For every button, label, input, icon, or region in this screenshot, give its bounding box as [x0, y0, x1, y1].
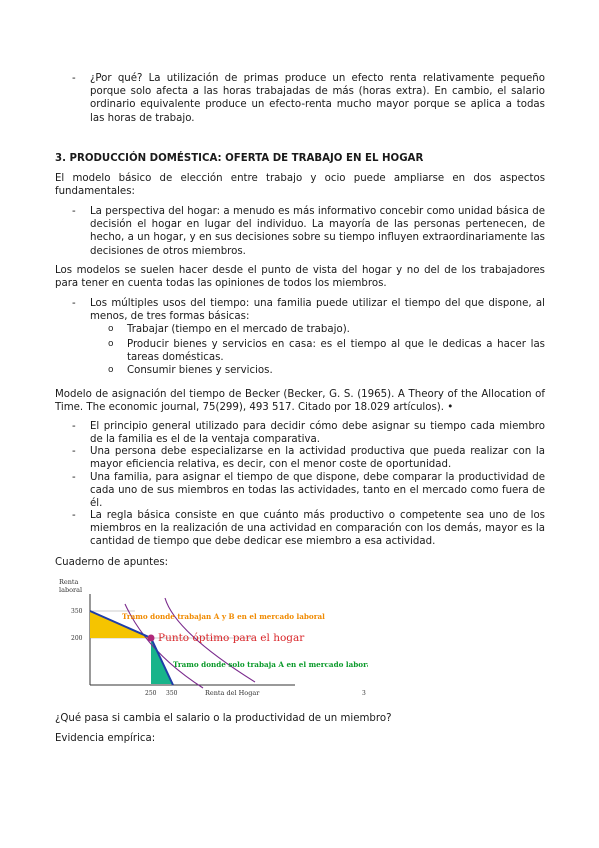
question-text: ¿Qué pasa si cambia el salario o la productividad de un miembro? [55, 713, 392, 724]
sub-bullet-marker: o [108, 339, 114, 349]
time-uses-bullet-text: Los múltiples usos del tiempo: una familia puede utilizar el tiempo del que dispone, al menos, de tres formas básicas: [90, 298, 545, 323]
y-tick-350: 350 [71, 608, 83, 615]
bullet-marker: - [72, 510, 76, 521]
becker-bullet-rule: La regla básica consiste en que cuánto más productivo o competente sea uno de los miembros en la realización de una actividad en comparación con los demás, mayor es la cantidad de tiempo que debe dedicar ese miembro a esa actividad. [90, 510, 545, 548]
x-tick-250: 250 [145, 690, 157, 697]
becker-reference: Modelo de asignación del tiempo de Becker (Becker, G. S. (1965). A Theory of the Allocation of Time. The economic journal, 75(299), 493 517. Citado por 18.029 artículos). • [55, 389, 545, 414]
evidence-label: Evidencia empírica: [55, 733, 156, 744]
becker-bullet-comparative: El principio general utilizado para decidir cómo debe asignar su tiempo cada miembro de la familia es el de la ventaja comparativa. [90, 421, 545, 446]
becker-bullet-specialize: Una persona debe especializarse en la actividad productiva que pueda realizar con la mayor eficiencia relativa, es decir, con el menor coste de oportunidad. [90, 446, 545, 471]
frontier-diagram [55, 572, 368, 699]
bullet-marker: - [72, 446, 76, 457]
sub-item-consume: Consumir bienes y servicios. [127, 365, 273, 376]
models-paragraph: Los modelos se suelen hacer desde el punto de vista del hogar y no del de los trabajadores para tener en cuenta todas las opiniones de todos los miembros. [55, 265, 545, 290]
intro-paragraph: El modelo básico de elección entre trabajo y ocio puede ampliarse en dos aspectos fundamentales: [55, 173, 545, 198]
green-range-label: Tramo donde solo trabaja A en el mercado laboral [173, 660, 368, 669]
sub-item-work: Trabajar (tiempo en el mercado de trabajo). [127, 324, 350, 335]
bullet-marker: - [72, 298, 76, 309]
x-axis-label: Renta del Hogar [205, 689, 260, 697]
slide-page-number: 3 [362, 690, 366, 697]
sub-item-produce: Producir bienes y servicios en casa: es el tiempo al que le dedicas a hacer las tareas domésticas. [127, 339, 545, 364]
x-tick-350: 350 [166, 690, 178, 697]
bullet-marker: - [72, 421, 76, 432]
becker-bullet-compare: Una familia, para asignar el tiempo de que dispone, debe comparar la productividad de cada uno de sus miembros en todas las actividades, tanto en el mercado como fuera de él. [90, 472, 545, 510]
notebook-label: Cuaderno de apuntes: [55, 557, 169, 568]
bullet-marker: - [72, 206, 76, 217]
household-bullet-text: La perspectiva del hogar: a menudo es más informativo concebir como unidad básica de decisión el hogar en lugar del individuo. La mayoría de las personas pertenecen, de hecho, a un hogar, y en sus decisiones sobre su tiempo influyen extraordinariamente las decisiones de otros miembros. [90, 206, 545, 257]
section-heading: 3. PRODUCCIÓN DOMÉSTICA: OFERTA DE TRABAJO EN EL HOGAR [55, 153, 424, 164]
household-frontier-figure [55, 572, 368, 699]
y-axis-label-2: laboral [59, 586, 83, 594]
yellow-range-label: Tramo donde trabajan A y B en el mercado laboral [122, 612, 325, 621]
optimal-point-label: Punto óptimo para el hogar [158, 632, 305, 644]
intro-bullet-text: ¿Por qué? La utilización de primas produce un efecto renta relativamente pequeño porque solo afecta a las horas trabajadas de más (horas extra). En cambio, el salario ordinario equivalente produce un efecto-renta mucho mayor porque se aplica a todas las horas de trabajo. [90, 73, 545, 124]
y-axis-label: Renta [59, 578, 79, 586]
sub-bullet-marker: o [108, 365, 114, 375]
bullet-marker: - [72, 73, 76, 84]
bullet-marker: - [72, 472, 76, 483]
optimal-point [148, 635, 155, 642]
y-tick-200: 200 [71, 635, 83, 642]
sub-bullet-marker: o [108, 324, 114, 334]
